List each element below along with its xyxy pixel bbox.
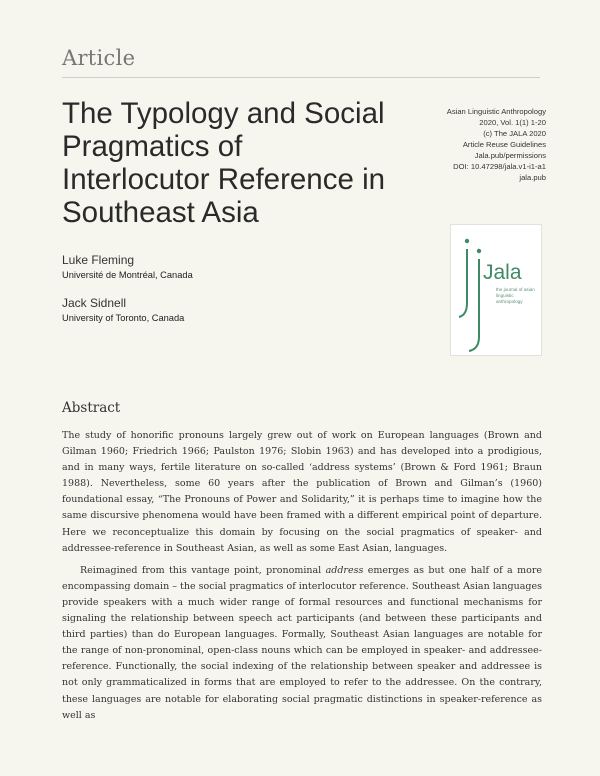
article-type-label: Article <box>62 46 136 70</box>
meta-copyright: (c) The JALA 2020 <box>483 129 546 138</box>
paragraph-text: emerges as but one half of a more encompassing domain – the social pragmatics of interlocutor reference. Southeast Asian languages provide speakers with a much wider range of formal resources and functional mechanisms for signaling the relationship between speech act participants (and between these participants and third parties) than do European languages. Formally, Southeast Asian languages are notable for the range of non-pronominal, open-class nouns which can be employed in speaker- and addressee-reference. Functionally, the social indexing of the relationship between speaker and addressee is not only grammaticalized in forms that are employed to refer to the addressee. On the contrary, these languages are notable for elaborating social pragmatic distinctions in speaker-reference as well as <box>62 564 542 721</box>
paragraph-text: The study of honorific pronouns largely grew out of work on European languages (Brown and Gilman 1960; Friedrich 1966; Paulston 1976; Slobin 1963) and has developed into a prodigious, and in many ways, fertile literature on so-called ‘address systems’ (Brown & Ford 1961; Braun 1988). Nevertheless, some 60 years after the publication of Brown and Gilman’s (1960) foundational essay, “The Pronouns of Power and Solidarity,” it is perhaps time to imagine how the same discursive phenomena would have been framed with a different empirical point of departure. Here we reconceptualize this domain by focusing on the social pragmatics of speaker- and addressee-reference in Southeast Asian, as well as some East Asian, languages. <box>62 430 542 554</box>
meta-journal-name: Asian Linguistic Anthropology <box>446 107 546 116</box>
article-title: The Typology and Social Pragmatics of Interlocutor Reference in Southeast Asia <box>62 97 386 229</box>
abstract-heading: Abstract <box>62 400 121 416</box>
logo-tagline: the journal of asian linguistic anthropology <box>496 287 535 304</box>
jala-logo <box>450 224 542 356</box>
meta-doi[interactable]: DOI: 10.47298/jala.v1-i1-a1 <box>453 162 546 171</box>
abstract-paragraph <box>62 563 542 724</box>
logo-dot <box>477 249 481 253</box>
logo-stroke <box>469 259 479 351</box>
emphasized-term: address <box>325 564 364 576</box>
author-block <box>62 253 193 280</box>
jala-logo-graphic <box>451 225 543 357</box>
header-divider <box>62 77 540 78</box>
meta-volume: 2020, Vol. 1(1) 1-20 <box>479 118 546 127</box>
logo-dot <box>465 239 469 243</box>
logo-stroke <box>459 249 467 317</box>
abstract-paragraph <box>62 428 542 557</box>
author-name: Jack Sidnell <box>62 296 127 310</box>
author-affiliation: University of Toronto, Canada <box>62 313 185 323</box>
journal-metadata <box>376 106 546 183</box>
paragraph-text: Reimagined from this vantage point, pronominal <box>80 564 326 576</box>
author-block <box>62 296 184 323</box>
author-affiliation: Université de Montréal, Canada <box>62 270 193 280</box>
abstract-body <box>62 428 542 730</box>
author-name: Luke Fleming <box>62 253 135 267</box>
meta-reuse-guidelines[interactable]: Article Reuse Guidelines <box>462 140 546 149</box>
logo-wordmark: Jala <box>483 261 522 284</box>
meta-permissions-link[interactable]: Jala.pub/permissions <box>474 151 546 160</box>
meta-journal-url[interactable]: jala.pub <box>519 173 546 182</box>
